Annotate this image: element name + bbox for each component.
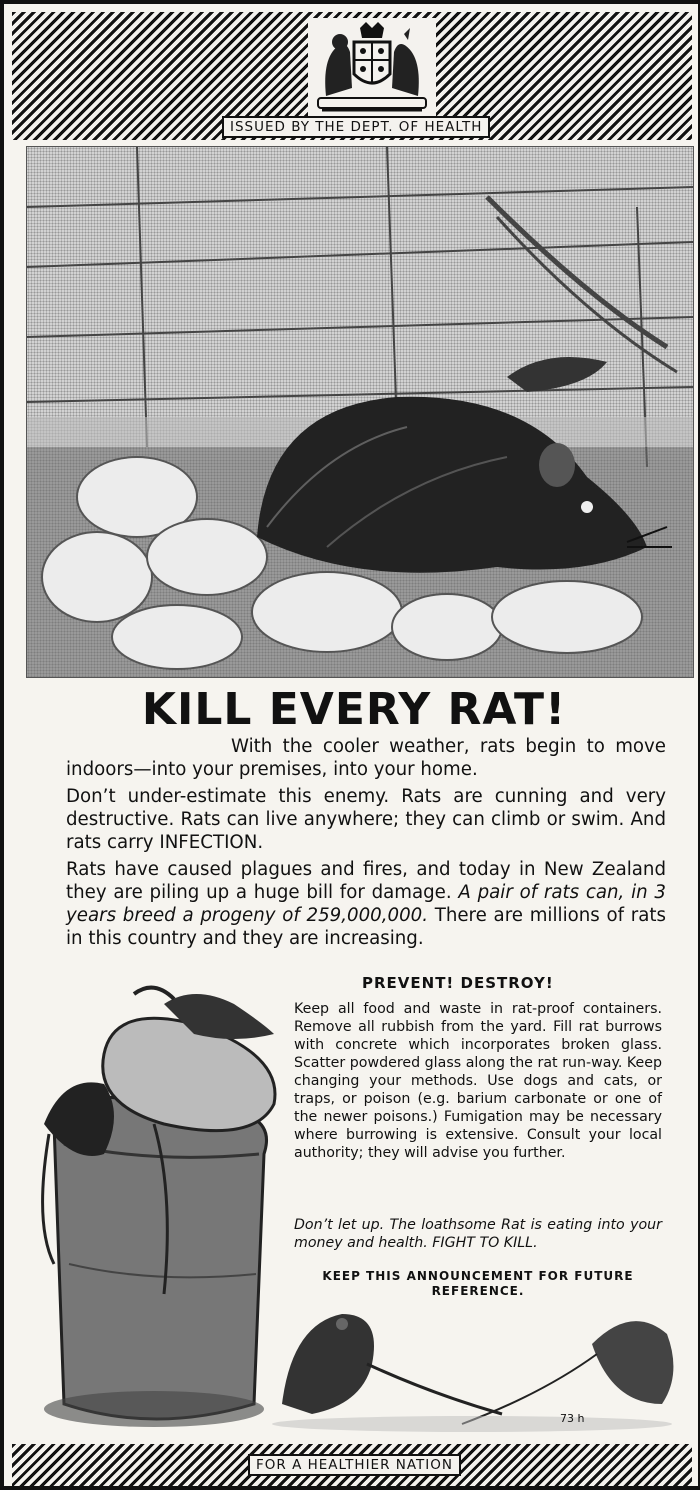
footer-slogan: FOR A HEALTHIER NATION — [248, 1454, 461, 1476]
progeny-fact: A pair of rats can, in 3 years breed a progeny of 259,000,000. — [66, 882, 666, 926]
intro-paragraph: With the cooler weather, rats begin to move indoors—into your premises, into your home. — [66, 736, 666, 780]
prevent-destroy-title: PREVENT! DESTROY! — [362, 974, 554, 992]
headline: KILL EVERY RAT! — [141, 684, 567, 735]
top-banner — [12, 12, 692, 140]
running-rats-illustration — [272, 1284, 692, 1434]
royal-coat-of-arms-icon — [308, 18, 436, 118]
print-code: 73 h — [560, 1412, 585, 1425]
bottom-banner — [12, 1444, 692, 1486]
millions-text: There are millions of rats in this country and they are increasing. — [66, 905, 666, 949]
enemy-paragraph: Don’t under-estimate this enemy. Rats are cunning and very destructive. Rats can live anywhere; they can climb or swim. And rats carry INFECTION. — [66, 786, 666, 853]
fight-warning: Don’t let up. The loathsome Rat is eating into your money and health. FIGHT TO KILL. — [294, 1217, 662, 1251]
keep-announcement-notice: KEEP THIS ANNOUNCEMENT FOR FUTURE REFERENCE. — [322, 1269, 634, 1298]
rats-on-bin-illustration — [24, 964, 294, 1434]
plague-paragraph — [66, 858, 666, 950]
prevention-instructions: Keep all food and waste in rat-proof containers. Remove all rubbish from the yard. Fill rat burrows with concrete which incorporates broken glass. Scatter powdered glass along the rat run-way. Keep changing your methods. Use dogs and cats, or traps, or poison (e.g. barium carbonate or one of the newer poisons.) Fumigation may be necessary where burrowing is extensive. Consult your local authority; they will advise you further. — [294, 1001, 662, 1161]
plague-text: Rats have caused plagues and fires, and today in New Zealand they are piling up a huge bill for damage. — [66, 859, 666, 903]
rat-on-sacks-in-shed-illustration — [26, 146, 694, 678]
issuer-label: ISSUED BY THE DEPT. OF HEALTH — [222, 116, 490, 138]
